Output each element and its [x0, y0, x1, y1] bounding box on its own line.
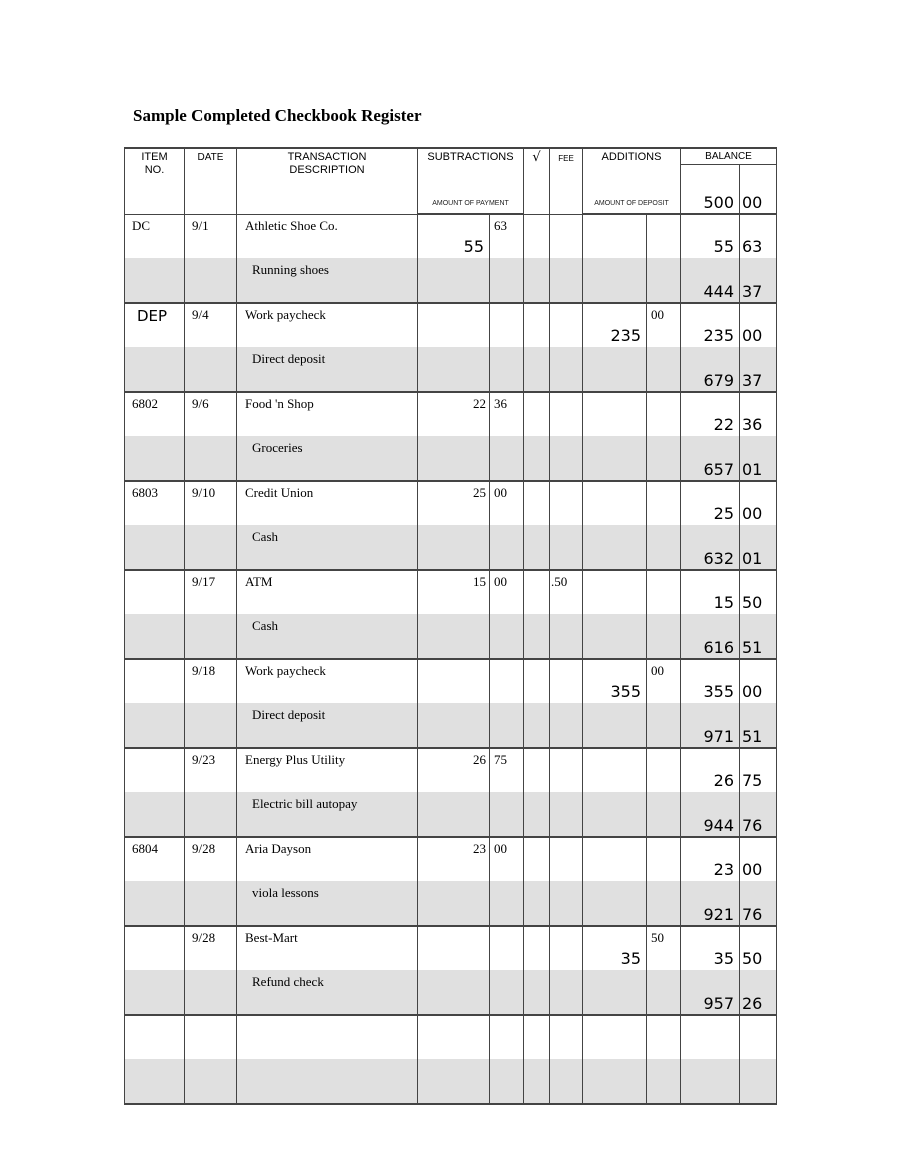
deposit-dollars-blank	[583, 1059, 647, 1104]
transaction-date: 9/4	[185, 303, 237, 347]
payment-dollars-blank	[418, 347, 490, 392]
balance-dollars: 616	[681, 614, 740, 659]
cleared-check	[524, 659, 550, 703]
payment-cents-blank	[490, 970, 524, 1015]
transaction-date: 9/28	[185, 926, 237, 970]
deposit-cents	[647, 214, 681, 258]
deposit-cents-blank	[647, 881, 681, 926]
amount-cents: 36	[740, 392, 777, 436]
header-additions: ADDITIONS	[583, 148, 681, 164]
payment-cents: 75	[490, 748, 524, 792]
amount-cents: 00	[740, 659, 777, 703]
deposit-dollars-blank	[583, 436, 647, 481]
payment-dollars	[418, 303, 490, 347]
item-number	[125, 748, 185, 792]
deposit-dollars: 35	[583, 926, 647, 970]
date-blank	[185, 436, 237, 481]
item-number	[125, 926, 185, 970]
deposit-cents	[647, 837, 681, 881]
transaction-description: Food 'n Shop	[237, 392, 418, 436]
transaction-date: 9/23	[185, 748, 237, 792]
item-number: 6804	[125, 837, 185, 881]
item-number	[125, 1015, 185, 1059]
balance-cents: 01	[740, 436, 777, 481]
balance-cents: 51	[740, 703, 777, 748]
date-blank	[185, 1059, 237, 1104]
deposit-dollars-blank	[583, 970, 647, 1015]
deposit-cents-blank	[647, 792, 681, 837]
header-check: √	[524, 148, 550, 214]
deposit-cents-blank	[647, 1059, 681, 1104]
payment-cents-blank	[490, 792, 524, 837]
transaction-description: Work paycheck	[237, 659, 418, 703]
deposit-cents-blank	[647, 258, 681, 303]
payment-cents: 36	[490, 392, 524, 436]
amount-dollars: 26	[681, 748, 740, 792]
date-blank	[185, 258, 237, 303]
amount-dollars: 355	[681, 659, 740, 703]
header-amount-of-payment: AMOUNT OF PAYMENT	[418, 164, 524, 214]
amount-dollars: 25	[681, 481, 740, 525]
payment-cents-blank	[490, 347, 524, 392]
transaction-description: Athletic Shoe Co.	[237, 214, 418, 258]
transaction-date: 9/18	[185, 659, 237, 703]
deposit-cents-blank	[647, 436, 681, 481]
register-entry-memo-row	[125, 881, 777, 926]
amount-cents: 00	[740, 481, 777, 525]
register-entry-memo-row	[125, 347, 777, 392]
deposit-cents	[647, 1015, 681, 1059]
register-entry-memo-row	[125, 436, 777, 481]
cleared-check	[524, 392, 550, 436]
amount-cents: 00	[740, 837, 777, 881]
payment-cents-blank	[490, 614, 524, 659]
payment-dollars-blank	[418, 881, 490, 926]
deposit-dollars	[583, 1015, 647, 1059]
amount-cents: 50	[740, 926, 777, 970]
deposit-cents: 00	[647, 303, 681, 347]
deposit-dollars	[583, 481, 647, 525]
transaction-fee	[550, 481, 583, 525]
balance-dollars: 657	[681, 436, 740, 481]
header-amount-of-deposit: AMOUNT OF DEPOSIT	[583, 164, 681, 214]
balance-cents: 76	[740, 881, 777, 926]
deposit-dollars	[583, 570, 647, 614]
balance-dollars: 921	[681, 881, 740, 926]
deposit-cents	[647, 748, 681, 792]
transaction-date	[185, 1015, 237, 1059]
balance-dollars	[681, 1059, 740, 1104]
cleared-check	[524, 837, 550, 881]
deposit-cents-blank	[647, 970, 681, 1015]
payment-cents	[490, 1015, 524, 1059]
transaction-fee	[550, 214, 583, 258]
cleared-check	[524, 481, 550, 525]
balance-cents: 26	[740, 970, 777, 1015]
fee-blank	[550, 792, 583, 837]
payment-cents: 00	[490, 481, 524, 525]
payment-cents: 00	[490, 837, 524, 881]
opening-balance-cents: 00	[740, 164, 777, 214]
checkbook-register-table	[124, 147, 777, 1105]
amount-cents: 00	[740, 303, 777, 347]
check-blank	[524, 347, 550, 392]
transaction-memo: Cash	[237, 614, 418, 659]
payment-dollars-blank	[418, 703, 490, 748]
transaction-date: 9/10	[185, 481, 237, 525]
check-blank	[524, 1059, 550, 1104]
fee-blank	[550, 347, 583, 392]
register-entry-row	[125, 748, 777, 792]
check-blank	[524, 703, 550, 748]
amount-dollars: 55	[681, 214, 740, 258]
register-entry-memo-row	[125, 525, 777, 570]
payment-cents-blank	[490, 703, 524, 748]
item-number-blank	[125, 525, 185, 570]
check-blank	[524, 525, 550, 570]
transaction-date: 9/17	[185, 570, 237, 614]
payment-dollars-blank	[418, 525, 490, 570]
amount-cents: 75	[740, 748, 777, 792]
payment-cents-blank	[490, 1059, 524, 1104]
payment-cents-blank	[490, 525, 524, 570]
payment-dollars-blank	[418, 1059, 490, 1104]
register-entry-memo-row	[125, 1059, 777, 1104]
fee-blank	[550, 614, 583, 659]
deposit-dollars: 235	[583, 303, 647, 347]
register-entry-row	[125, 1015, 777, 1059]
item-number: 6802	[125, 392, 185, 436]
header-description: TRANSACTION DESCRIPTION	[237, 148, 418, 214]
payment-dollars: 26	[418, 748, 490, 792]
date-blank	[185, 792, 237, 837]
register-entry-row	[125, 659, 777, 703]
balance-dollars: 971	[681, 703, 740, 748]
balance-dollars: 957	[681, 970, 740, 1015]
item-number-blank	[125, 1059, 185, 1104]
payment-dollars: 25	[418, 481, 490, 525]
balance-cents: 76	[740, 792, 777, 837]
deposit-dollars	[583, 214, 647, 258]
register-entry-row	[125, 837, 777, 881]
amount-dollars: 23	[681, 837, 740, 881]
date-blank	[185, 347, 237, 392]
check-blank	[524, 792, 550, 837]
deposit-dollars: 355	[583, 659, 647, 703]
transaction-fee	[550, 392, 583, 436]
item-number	[125, 659, 185, 703]
fee-blank	[550, 1059, 583, 1104]
transaction-memo: Running shoes	[237, 258, 418, 303]
register-entry-row	[125, 392, 777, 436]
transaction-memo: Groceries	[237, 436, 418, 481]
transaction-description: Best-Mart	[237, 926, 418, 970]
cleared-check	[524, 1015, 550, 1059]
payment-cents: 63	[490, 214, 524, 258]
deposit-cents-blank	[647, 347, 681, 392]
payment-dollars-blank	[418, 614, 490, 659]
check-blank	[524, 258, 550, 303]
page-title: Sample Completed Checkbook Register	[133, 106, 422, 125]
fee-blank	[550, 703, 583, 748]
item-number: DC	[125, 214, 185, 258]
item-number: DEP	[125, 303, 185, 347]
fee-blank	[550, 881, 583, 926]
deposit-cents	[647, 392, 681, 436]
cleared-check	[524, 748, 550, 792]
amount-cents	[740, 1015, 777, 1059]
check-blank	[524, 436, 550, 481]
item-number-blank	[125, 792, 185, 837]
register-entry-memo-row	[125, 792, 777, 837]
header-date: DATE	[185, 148, 237, 214]
transaction-fee	[550, 303, 583, 347]
deposit-dollars-blank	[583, 347, 647, 392]
payment-cents-blank	[490, 258, 524, 303]
register-entry-row	[125, 303, 777, 347]
deposit-dollars-blank	[583, 525, 647, 570]
payment-dollars	[418, 1015, 490, 1059]
balance-dollars: 944	[681, 792, 740, 837]
fee-blank	[550, 525, 583, 570]
payment-dollars: 15	[418, 570, 490, 614]
check-blank	[524, 970, 550, 1015]
register-entry-memo-row	[125, 258, 777, 303]
check-blank	[524, 614, 550, 659]
transaction-memo: Cash	[237, 525, 418, 570]
payment-cents: 00	[490, 570, 524, 614]
cleared-check	[524, 303, 550, 347]
date-blank	[185, 614, 237, 659]
header-subtractions: SUBTRACTIONS	[418, 148, 524, 164]
item-number-blank	[125, 703, 185, 748]
payment-cents	[490, 926, 524, 970]
balance-cents: 01	[740, 525, 777, 570]
deposit-cents-blank	[647, 614, 681, 659]
deposit-dollars	[583, 837, 647, 881]
register-entry-row	[125, 214, 777, 258]
balance-dollars: 632	[681, 525, 740, 570]
item-number-blank	[125, 881, 185, 926]
balance-cents: 37	[740, 258, 777, 303]
item-number: 6803	[125, 481, 185, 525]
balance-dollars: 679	[681, 347, 740, 392]
check-blank	[524, 881, 550, 926]
deposit-dollars-blank	[583, 881, 647, 926]
transaction-memo: Refund check	[237, 970, 418, 1015]
deposit-cents	[647, 570, 681, 614]
fee-blank	[550, 258, 583, 303]
date-blank	[185, 525, 237, 570]
transaction-fee: .50	[550, 570, 583, 614]
transaction-date: 9/6	[185, 392, 237, 436]
deposit-cents	[647, 481, 681, 525]
payment-dollars-blank	[418, 970, 490, 1015]
payment-dollars	[418, 659, 490, 703]
transaction-description	[237, 1015, 418, 1059]
register-entry-row	[125, 481, 777, 525]
register-entry-row	[125, 570, 777, 614]
payment-cents-blank	[490, 881, 524, 926]
payment-dollars: 55	[418, 214, 490, 258]
transaction-date: 9/28	[185, 837, 237, 881]
fee-blank	[550, 436, 583, 481]
transaction-description: Energy Plus Utility	[237, 748, 418, 792]
payment-dollars: 23	[418, 837, 490, 881]
payment-dollars: 22	[418, 392, 490, 436]
payment-dollars-blank	[418, 792, 490, 837]
balance-cents: 37	[740, 347, 777, 392]
transaction-description: Aria Dayson	[237, 837, 418, 881]
transaction-fee	[550, 748, 583, 792]
transaction-description: Work paycheck	[237, 303, 418, 347]
item-number-blank	[125, 347, 185, 392]
balance-cents	[740, 1059, 777, 1104]
header-item-no: ITEM NO.	[125, 148, 185, 214]
payment-dollars	[418, 926, 490, 970]
item-number-blank	[125, 970, 185, 1015]
transaction-memo: Electric bill autopay	[237, 792, 418, 837]
transaction-memo: Direct deposit	[237, 347, 418, 392]
deposit-dollars-blank	[583, 792, 647, 837]
balance-dollars: 444	[681, 258, 740, 303]
amount-cents: 63	[740, 214, 777, 258]
transaction-memo: viola lessons	[237, 881, 418, 926]
deposit-dollars	[583, 748, 647, 792]
header-balance: BALANCE	[681, 148, 777, 164]
register-entry-row	[125, 926, 777, 970]
amount-cents: 50	[740, 570, 777, 614]
opening-balance-dollars: 500	[681, 164, 740, 214]
deposit-dollars	[583, 392, 647, 436]
header-fee: FEE	[550, 148, 583, 214]
transaction-memo: Direct deposit	[237, 703, 418, 748]
register-entry-memo-row	[125, 970, 777, 1015]
item-number-blank	[125, 258, 185, 303]
item-number-blank	[125, 614, 185, 659]
transaction-description: ATM	[237, 570, 418, 614]
register-entry-memo-row	[125, 614, 777, 659]
payment-cents	[490, 303, 524, 347]
payment-dollars-blank	[418, 258, 490, 303]
deposit-dollars-blank	[583, 614, 647, 659]
transaction-description: Credit Union	[237, 481, 418, 525]
deposit-dollars-blank	[583, 703, 647, 748]
transaction-fee	[550, 926, 583, 970]
register-entry-memo-row	[125, 703, 777, 748]
item-number	[125, 570, 185, 614]
deposit-cents-blank	[647, 703, 681, 748]
deposit-cents: 50	[647, 926, 681, 970]
fee-blank	[550, 970, 583, 1015]
payment-cents-blank	[490, 436, 524, 481]
date-blank	[185, 970, 237, 1015]
cleared-check	[524, 926, 550, 970]
payment-cents	[490, 659, 524, 703]
transaction-fee	[550, 1015, 583, 1059]
date-blank	[185, 881, 237, 926]
cleared-check	[524, 570, 550, 614]
transaction-date: 9/1	[185, 214, 237, 258]
transaction-memo	[237, 1059, 418, 1104]
amount-dollars: 235	[681, 303, 740, 347]
item-number-blank	[125, 436, 185, 481]
amount-dollars: 35	[681, 926, 740, 970]
transaction-fee	[550, 837, 583, 881]
deposit-dollars-blank	[583, 258, 647, 303]
deposit-cents: 00	[647, 659, 681, 703]
amount-dollars: 22	[681, 392, 740, 436]
balance-cents: 51	[740, 614, 777, 659]
payment-dollars-blank	[418, 436, 490, 481]
amount-dollars	[681, 1015, 740, 1059]
cleared-check	[524, 214, 550, 258]
amount-dollars: 15	[681, 570, 740, 614]
date-blank	[185, 703, 237, 748]
transaction-fee	[550, 659, 583, 703]
deposit-cents-blank	[647, 525, 681, 570]
